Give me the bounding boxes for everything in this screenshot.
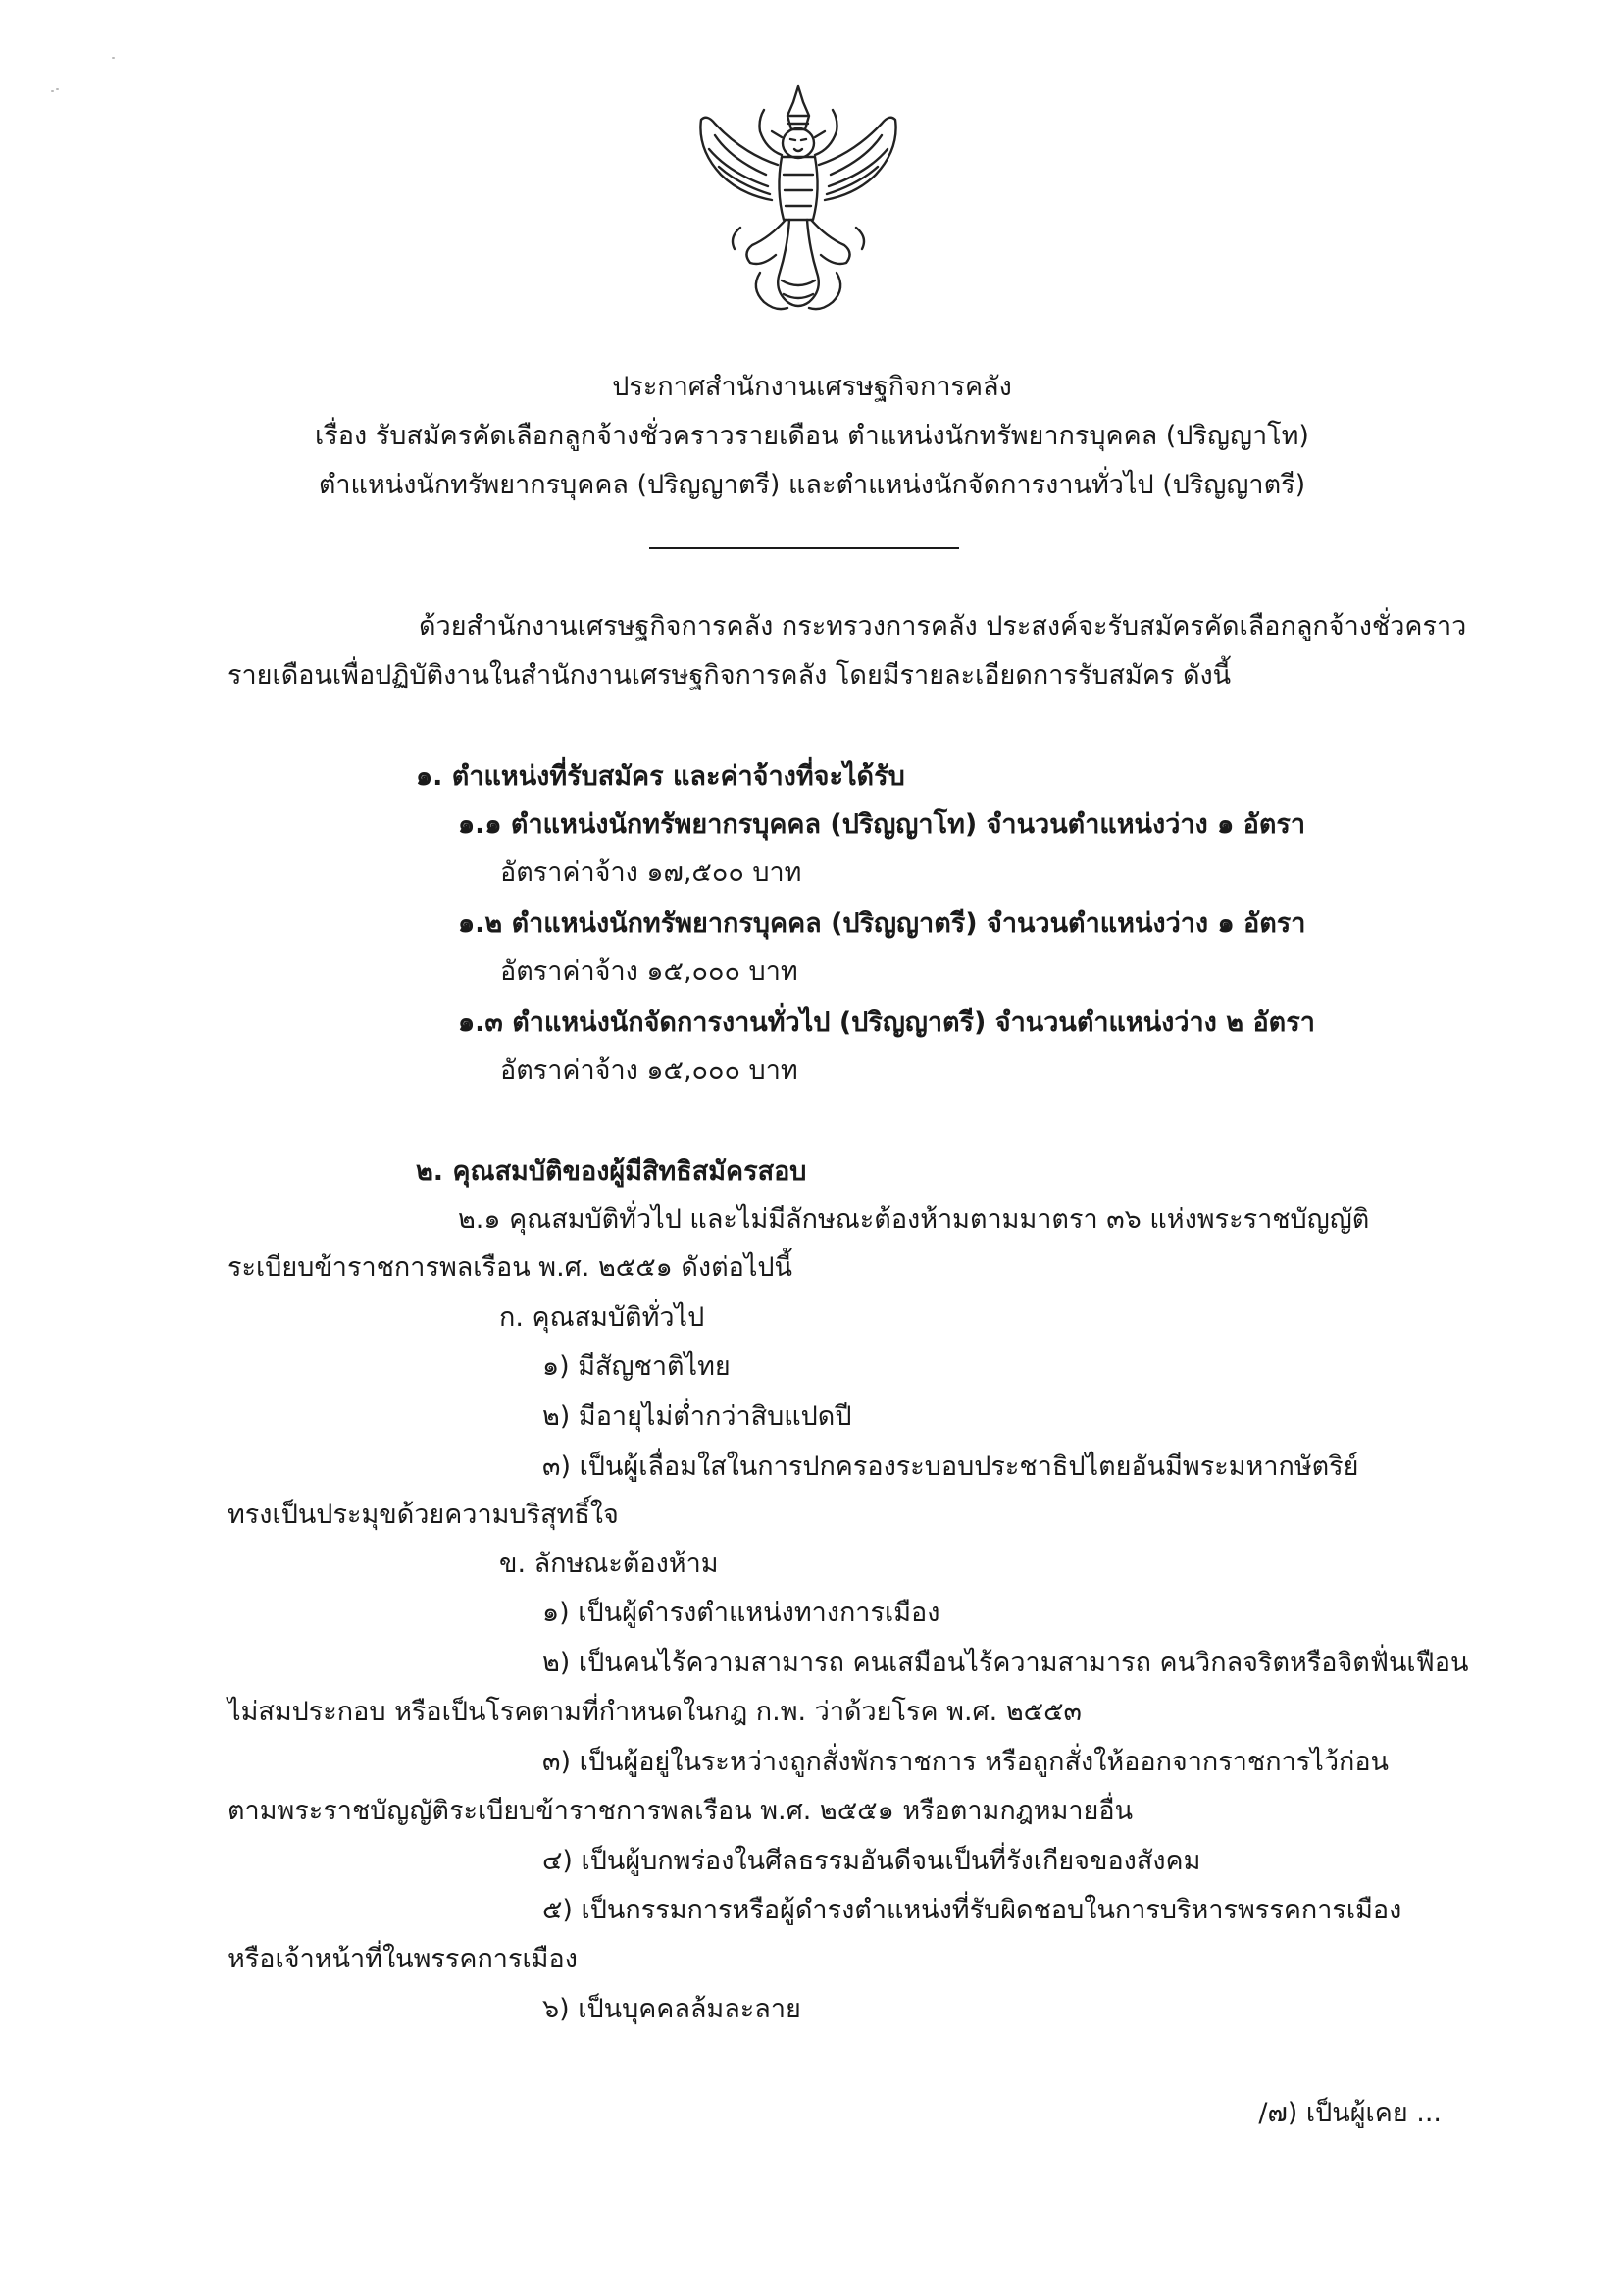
prohibited-item: ๑) เป็นผู้ดำรงตำแหน่งทางการเมือง [542,1598,940,1628]
title-divider [649,547,959,549]
garuda-emblem-icon [691,80,905,326]
position-2-title: ๑.๒ ตำแหน่งนักทรัพยากรบุคคล (ปริญญาตรี) จำนวนตำแหน่งว่าง ๑ อัตรา [458,908,1306,939]
general-qualification-cont: ทรงเป็นประมุขด้วยความบริสุทธิ์ใจ [228,1500,619,1530]
prohibited-heading: ข. ลักษณะต้องห้าม [499,1549,719,1579]
prohibited-item-cont: ไม่สมประกอบ หรือเป็นโรคตามที่กำหนดในกฎ ก.พ. ว่าด้วยโรค พ.ศ. ๒๕๕๓ [228,1697,1082,1727]
page-continuation: /๗) เป็นผู้เคย ... [1258,2098,1442,2128]
position-3-wage: อัตราค่าจ้าง ๑๕,๐๐๐ บาท [500,1055,798,1086]
scan-speck [112,57,115,59]
scan-speck [51,90,54,92]
position-1-title: ๑.๑ ตำแหน่งนักทรัพยากรบุคคล (ปริญญาโท) จำนวนตำแหน่งว่าง ๑ อัตรา [458,809,1306,840]
announcement-title: ประกาศสำนักงานเศรษฐกิจการคลัง [612,372,1012,402]
prohibited-item-cont: หรือเจ้าหน้าที่ในพรรคการเมือง [228,1944,578,1974]
prohibited-item: ๓) เป็นผู้อยู่ในระหว่างถูกสั่งพักราชการ หรือถูกสั่งให้ออกจากราชการไว้ก่อน [542,1747,1390,1777]
general-qualification-item: ๒) มีอายุไม่ต่ำกว่าสิบแปดปี [542,1401,852,1432]
intro-paragraph-line: รายเดือนเพื่อปฏิบัติงานในสำนักงานเศรษฐกิจการคลัง โดยมีรายละเอียดการรับสมัคร ดังนี้ [228,660,1232,690]
position-1-wage: อัตราค่าจ้าง ๑๗,๕๐๐ บาท [500,857,802,888]
intro-paragraph-line: ด้วยสำนักงานเศรษฐกิจการคลัง กระทรวงการคลัง ประสงค์จะรับสมัครคัดเลือกลูกจ้างชั่วคราว [419,611,1467,641]
section-2-1-line: ระเบียบข้าราชการพลเรือน พ.ศ. ๒๕๕๑ ดังต่อไปนี้ [228,1252,792,1283]
section-2-heading: ๒. คุณสมบัติของผู้มีสิทธิสมัครสอบ [416,1156,807,1187]
section-1-heading: ๑. ตำแหน่งที่รับสมัคร และค่าจ้างที่จะได้รับ [416,761,905,791]
prohibited-item-cont: ตามพระราชบัญญัติระเบียบข้าราชการพลเรือน พ.ศ. ๒๕๕๑ หรือตามกฎหมายอื่น [228,1796,1134,1826]
position-2-wage: อัตราค่าจ้าง ๑๕,๐๐๐ บาท [500,956,798,987]
prohibited-item: ๔) เป็นผู้บกพร่องในศีลธรรมอันดีจนเป็นที่รังเกียจของสังคม [542,1846,1201,1876]
prohibited-item: ๒) เป็นคนไร้ความสามารถ คนเสมือนไร้ความสามารถ คนวิกลจริตหรือจิตฟั่นเฟือน [542,1648,1469,1678]
announcement-subject-cont: ตำแหน่งนักทรัพยากรบุคคล (ปริญญาตรี) และตำแหน่งนักจัดการงานทั่วไป (ปริญญาตรี) [318,470,1306,500]
scan-speck [56,88,59,90]
prohibited-item: ๖) เป็นบุคคลล้มละลาย [542,1994,801,2024]
general-qualification-item: ๓) เป็นผู้เลื่อมใสในการปกครองระบอบประชาธิปไตยอันมีพระมหากษัตริย์ [542,1452,1359,1482]
general-qualification-item: ๑) มีสัญชาติไทย [542,1351,731,1382]
prohibited-item: ๕) เป็นกรรมการหรือผู้ดำรงตำแหน่งที่รับผิดชอบในการบริหารพรรคการเมือง [542,1895,1402,1925]
announcement-subject: เรื่อง รับสมัครคัดเลือกลูกจ้างชั่วคราวรายเดือน ตำแหน่งนักทรัพยากรบุคคล (ปริญญาโท) [315,421,1309,451]
position-3-title: ๑.๓ ตำแหน่งนักจัดการงานทั่วไป (ปริญญาตรี) จำนวนตำแหน่งว่าง ๒ อัตรา [458,1007,1315,1038]
general-qualifications-heading: ก. คุณสมบัติทั่วไป [499,1302,705,1333]
section-2-1-line: ๒.๑ คุณสมบัติทั่วไป และไม่มีลักษณะต้องห้ามตามมาตรา ๓๖ แห่งพระราชบัญญัติ [458,1204,1370,1235]
